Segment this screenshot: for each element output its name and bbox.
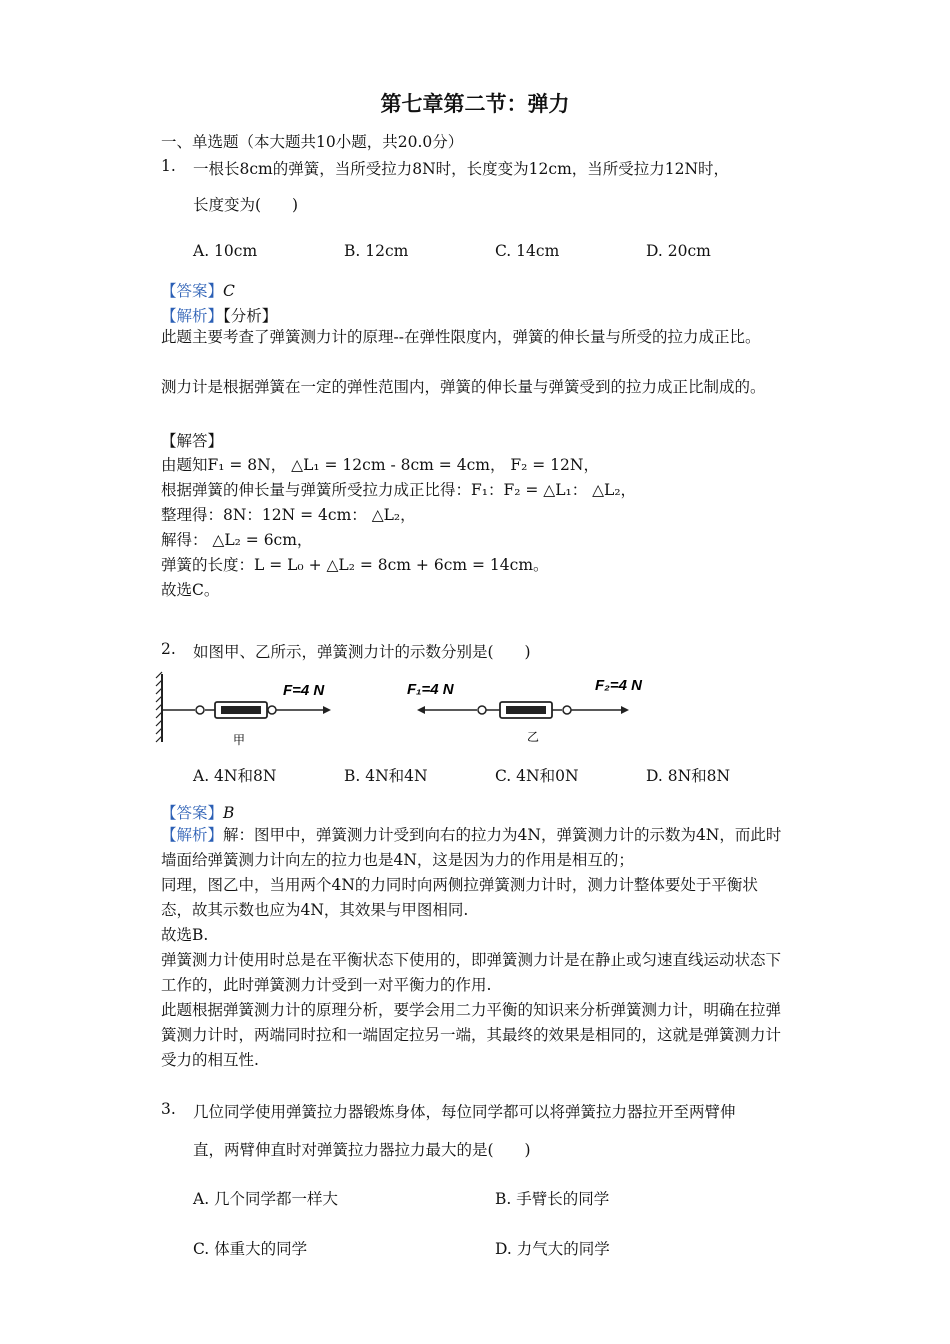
section-heading: 一、单选题（本大题共10小题，共20.0分） — [161, 133, 464, 151]
analysis-sub-label: 【分析】 — [223, 307, 278, 325]
solution-line: 故选C。 — [161, 581, 220, 599]
analysis-paragraph: 此题根据弹簧测力计的原理分析，要学会用二力平衡的知识来分析弹簧测力计，明确在拉弹簧测力计时，两端同时拉和一端固定拉另一端，其最终的效果是相同的，这就是弹簧测力计受力的相互性. — [161, 1001, 782, 1069]
answer-label: 【答案】 — [161, 804, 224, 822]
force-label-f1: F₁=4 N — [407, 681, 454, 698]
question-text: 一根长8cm的弹簧，当所受拉力8N时，长度变为12cm，当所受拉力12N时， — [193, 160, 730, 178]
analysis-paragraph — [161, 823, 786, 873]
option-b[interactable]: B. 12cm — [344, 242, 409, 260]
answer-row — [161, 801, 234, 823]
analysis-paragraph: 弹簧测力计使用时总是在平衡状态下使用的，即弹簧测力计是在静止或匀速直线运动状态下工作的，此时弹簧测力计受到一对平衡力的作用. — [161, 951, 782, 994]
option-d[interactable]: D. 20cm — [646, 242, 711, 260]
answer-value: B — [223, 804, 235, 822]
figure-caption: 甲 — [233, 733, 246, 747]
option-c[interactable]: C. 4N和0N — [495, 767, 579, 785]
analysis-label: 【解析】 — [161, 826, 224, 844]
question-text: 如图甲、乙所示，弹簧测力计的示数分别是( ) — [193, 643, 531, 661]
figure-caption: 乙 — [527, 730, 540, 744]
solution-line: 根据弹簧的伸长量与弹簧所受拉力成正比得：F₁：F₂ = △L₁： △L₂， — [161, 481, 637, 499]
question-text: 直，两臂伸直时对弹簧拉力器拉力最大的是( ) — [193, 1141, 531, 1159]
question-number: 2. — [161, 640, 176, 658]
answer-label: 【答案】 — [161, 282, 224, 300]
solution-line: 弹簧的长度：L = L₀ + △L₂ = 8cm + 6cm = 14cm。 — [161, 556, 549, 574]
spring-scale-right — [417, 702, 629, 718]
question-text: 几位同学使用弹簧拉力器锻炼身体，每位同学都可以将弹簧拉力器拉开至两臂伸 — [193, 1103, 736, 1121]
question-text: 长度变为( ) — [193, 196, 299, 214]
option-b[interactable]: B. 手臂长的同学 — [495, 1190, 610, 1208]
question-number: 3. — [161, 1100, 176, 1118]
analysis-paragraph: 测力计是根据弹簧在一定的弹性范围内，弹簧的伸长量与弹簧受到的拉力成正比制成的。 — [161, 378, 766, 396]
option-c[interactable]: C. 体重大的同学 — [193, 1240, 308, 1258]
solution-line: 整理得：8N：12N = 4cm： △L₂， — [161, 506, 416, 524]
option-d[interactable]: D. 8N和8N — [646, 767, 731, 785]
option-a[interactable]: A. 4N和8N — [193, 767, 277, 785]
option-c[interactable]: C. 14cm — [495, 242, 560, 260]
option-b[interactable]: B. 4N和4N — [344, 767, 428, 785]
option-a[interactable]: A. 10cm — [193, 242, 258, 260]
force-label: F=4 N — [283, 682, 325, 699]
force-label-f2: F₂=4 N — [595, 677, 642, 694]
solution-line: 由题知F₁ = 8N， △L₁ = 12cm - 8cm = 4cm， F₂ = 12N， — [161, 456, 599, 474]
analysis-label: 【解析】 — [161, 307, 224, 325]
analysis-text: 解：图甲中，弹簧测力计受到向右的拉力为4N，弹簧测力计的示数为4N，而此时墙面给弹簧测力计向左的拉力也是4N，这是因为力的作用是相互的； — [161, 826, 782, 869]
solve-label: 【解答】 — [161, 432, 224, 450]
option-d[interactable]: D. 力气大的同学 — [495, 1240, 610, 1258]
analysis-paragraph: 同理，图乙中，当用两个4N的力同时向两侧拉弹簧测力计时，测力计整体要处于平衡状态，故其示数也应为4N，其效果与甲图相同. — [161, 876, 758, 919]
analysis-row — [161, 304, 277, 326]
wall-graphic — [156, 672, 162, 742]
analysis-paragraph: 故选B. — [161, 926, 209, 944]
answer-row — [161, 279, 235, 301]
option-a[interactable]: A. 几个同学都一样大 — [193, 1190, 339, 1208]
question-number: 1. — [161, 157, 176, 175]
analysis-paragraph: 此题主要考查了弹簧测力计的原理--在弹性限度内，弹簧的伸长量与所受的拉力成正比。 — [161, 328, 761, 346]
page-title: 第七章第二节：弹力 — [380, 91, 570, 116]
solution-line: 解得： △L₂ = 6cm， — [161, 531, 313, 549]
spring-scale-figure — [155, 668, 655, 752]
answer-value: C — [223, 282, 235, 300]
spring-scale-left — [163, 702, 331, 718]
